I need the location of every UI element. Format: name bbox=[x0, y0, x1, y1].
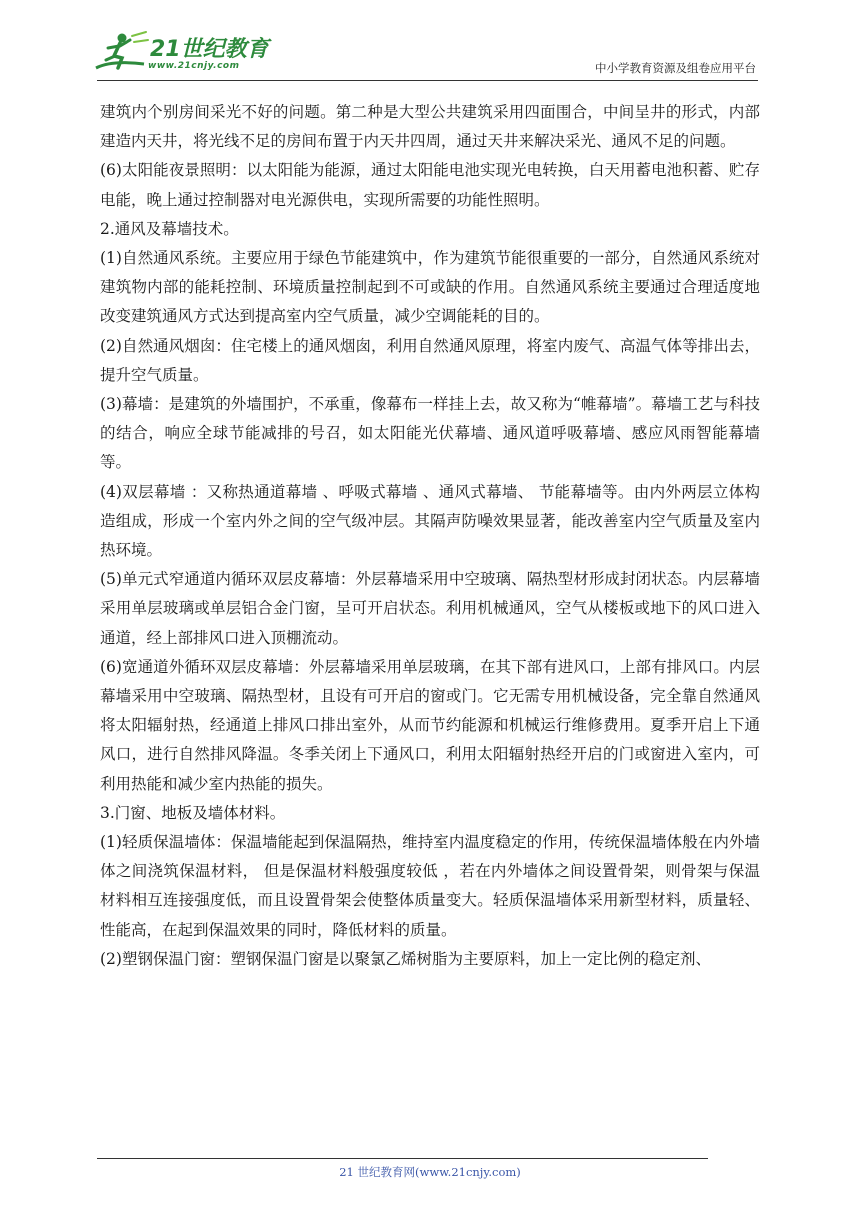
paragraph: (4)双层幕墙 ：又称热通道幕墙 、呼吸式幕墙 、通风式幕墙、 节能幕墙等。由内外两层立体构造组成，形成一个室内外之间的空气级冲层。其隔声防噪效果显著，能改善室内空气质量及室内热环境。 bbox=[100, 482, 760, 560]
footer-divider bbox=[97, 1158, 708, 1159]
section-heading: 3.门窗、地板及墙体材料。 bbox=[100, 803, 286, 822]
runner-logo-icon bbox=[92, 30, 152, 74]
header-divider bbox=[97, 80, 758, 81]
platform-name: 中小学教育资源及组卷应用平台 bbox=[595, 61, 756, 75]
paragraph: (6)宽通道外循环双层皮幕墙：外层幕墙采用单层玻璃，在其下部有进风口，上部有排风口。内层幕墙采用中空玻璃、隔热型材，且设有可开启的窗或门。它无需专用机械设备，完全靠自然通风将太阳辐射热，经通道上排风口排出室外，从而节约能源和机械运行维修费用。夏季开启上下通风口，进行自然排风降温。冬季关闭上下通风口，利用太阳辐射热经开启的门或窗进入室内，可利用热能和减少室内热能的损失。 bbox=[100, 657, 760, 793]
paragraph: (6)太阳能夜景照明：以太阳能为能源，通过太阳能电池实现光电转换，白天用蓄电池积蓄、贮存电能，晚上通过控制器对电光源供电，实现所需要的功能性照明。 bbox=[100, 161, 760, 209]
paragraph: 建筑内个别房间采光不好的问题。第二种是大型公共建筑采用四面围合，中间呈井的形式，内部建造内天井，将光线不足的房间布置于内天井四周，通过天井来解决采光、通风不足的问题。 bbox=[100, 103, 760, 151]
document-body bbox=[100, 98, 760, 974]
logo-url: www.21cnjy.com bbox=[148, 61, 240, 71]
section-heading: 2.通风及幕墙技术。 bbox=[100, 219, 239, 238]
page-footer: 21 世纪教育网(www.21cnjy.com) bbox=[339, 1165, 521, 1179]
paragraph: (2)自然通风烟囱：住宅楼上的通风烟囱，利用自然通风原理，将室内废气、高温气体等排出去，提升空气质量。 bbox=[100, 336, 760, 384]
page-header bbox=[0, 0, 860, 80]
paragraph: (3)幕墙：是建筑的外墙围护，不承重，像幕布一样挂上去，故又称为“帷幕墙”。幕墙工艺与科技的结合，响应全球节能减排的号召，如太阳能光伏幕墙、通风道呼吸幕墙、感应风雨智能幕墙等。 bbox=[100, 395, 760, 472]
paragraph: (5)单元式窄通道内循环双层皮幕墙：外层幕墙采用中空玻璃、隔热型材形成封闭状态。内层幕墙采用单层玻璃或单层铝合金门窗，呈可开启状态。利用机械通风，空气从楼板或地下的风口进入通道，经上部排风口进入顶棚流动。 bbox=[100, 570, 760, 647]
site-logo bbox=[92, 30, 292, 80]
logo-text: 21世纪教育 bbox=[150, 37, 269, 62]
paragraph: (1)自然通风系统。主要应用于绿色节能建筑中，作为建筑节能很重要的一部分，自然通风系统对建筑物内部的能耗控制、环境质量控制起到不可或缺的作用。自然通风系统主要通过合理适度地改变建筑通风方式达到提高室内空气质量，减少空调能耗的目的。 bbox=[100, 249, 760, 326]
paragraph: (1)轻质保温墙体：保温墙能起到保温隔热，维持室内温度稳定的作用，传统保温墙体般在内外墙体之间浇筑保温材料， 但是保温材料般强度较低 ，若在内外墙体之间设置骨架，则骨架与保温材料相互连接强度低，而且设置骨架会使整体质量变大。轻质保温墙体采用新型材料，质量轻、性能高，在起到保温效果的同时，降低材料的质量。 bbox=[100, 833, 760, 939]
paragraph: (2)塑钢保温门窗：塑钢保温门窗是以聚氯乙烯树脂为主要原料，加上一定比例的稳定剂、 bbox=[100, 949, 711, 968]
